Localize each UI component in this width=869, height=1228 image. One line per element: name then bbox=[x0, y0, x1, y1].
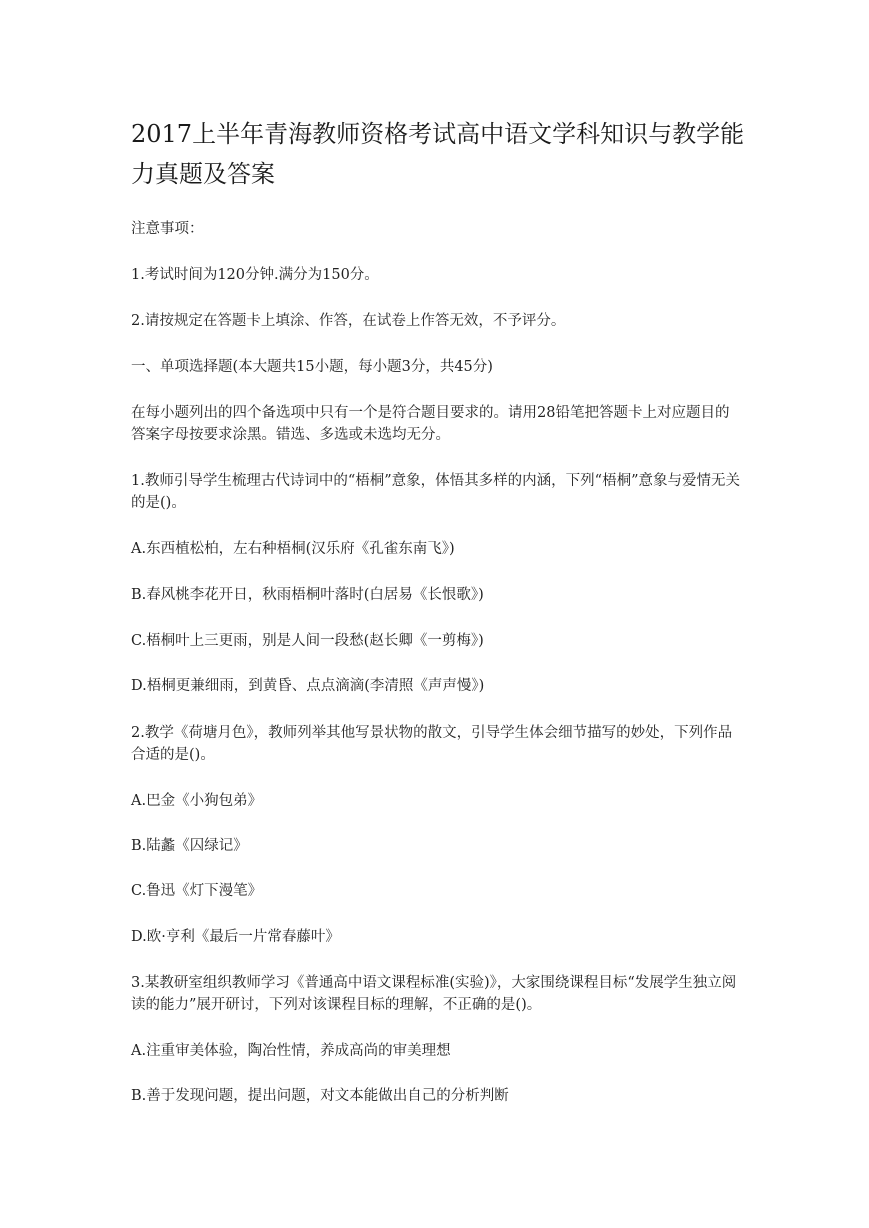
question-2-stem: 2.教学《荷塘月色》，教师列举其他写景状物的散文，引导学生体会细节描写的妙处，下列作品合适的是()。 bbox=[131, 725, 733, 763]
notice-item-2: 2.请按规定在答题卡上填涂、作答，在试卷上作答无效，不予评分。 bbox=[131, 313, 566, 329]
question-2-option-a: A.巴金《小狗包弟》 bbox=[131, 793, 263, 809]
question-1-option-a: A.东西植松柏，左右种梧桐(汉乐府《孔雀东南飞》) bbox=[131, 541, 455, 557]
question-2-option-b: B.陆蠡《囚绿记》 bbox=[131, 838, 248, 854]
question-3-option-a: A.注重审美体验，陶冶性情，养成高尚的审美理想 bbox=[131, 1043, 451, 1059]
question-2-option-d: D.欧·亨利《最后一片常春藤叶》 bbox=[131, 929, 340, 945]
notice-heading: 注意事项： bbox=[131, 221, 204, 237]
question-2-option-c: C.鲁迅《灯下漫笔》 bbox=[131, 883, 263, 899]
question-1-option-c: C.梧桐叶上三更雨，别是人间一段愁(赵长卿《一剪梅》) bbox=[131, 633, 484, 649]
question-3-stem: 3.某教研室组织教师学习《普通高中语文课程标准(实验)》，大家围绕课程目标“发展学生独立阅读的能力”展开研讨，下列对该课程目标的理解，不正确的是()。 bbox=[131, 975, 737, 1013]
document-title: 2017上半年青海教师资格考试高中语文学科知识与教学能力真题及答案 bbox=[131, 120, 745, 188]
section-instructions: 在每小题列出的四个备选项中只有一个是符合题目要求的。请用28铅笔把答题卡上对应题目的答案字母按要求涂黑。错选、多选或未选均无分。 bbox=[131, 405, 730, 443]
section-heading: 一、单项选择题(本大题共15小题，每小题3分，共45分) bbox=[131, 359, 493, 375]
question-1-option-d: D.梧桐更兼细雨，到黄昏、点点滴滴(李清照《声声慢》) bbox=[131, 678, 485, 694]
question-1-option-b: B.春风桃李花开日，秋雨梧桐叶落时(白居易《长恨歌》) bbox=[131, 587, 484, 603]
question-1-stem: 1.教师引导学生梳理古代诗词中的“梧桐”意象，体悟其多样的内涵，下列“梧桐”意象与爱情无关的是()。 bbox=[131, 473, 740, 511]
notice-item-1: 1.考试时间为120分钟.满分为150分。 bbox=[131, 267, 379, 283]
question-3-option-b: B.善于发现问题，提出问题，对文本能做出自己的分析判断 bbox=[131, 1088, 509, 1104]
